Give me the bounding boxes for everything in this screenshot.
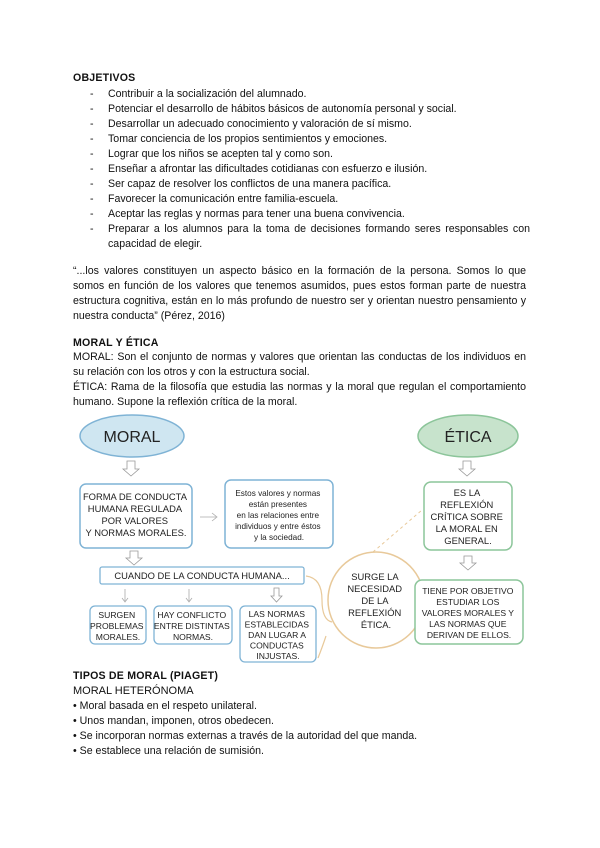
list-item: - Tomar conciencia de los propios sentimientos y emociones. <box>90 133 388 145</box>
list-item: - Preparar a los alumnos para la toma de decisiones formando seres responsables con capacidad de elegir. <box>90 223 530 250</box>
list-item: - Favorecer la comunicación entre familia-escuela. <box>90 193 339 205</box>
arrow-right-icon <box>200 513 217 521</box>
arrow-down-icon <box>460 556 476 570</box>
moral-label: MORAL <box>103 429 161 446</box>
objetivos-list <box>90 87 530 252</box>
list-item: - Contribuir a la socialización del alumnado. <box>90 88 307 100</box>
normas-text: LAS NORMAS ESTABLECIDAS DAN LUGAR A CONDUCTAS INJUSTAS. <box>244 609 309 661</box>
objetivo-text: TIENE POR OBJETIVO ESTUDIAR LOS VALORES MORALES Y LAS NORMAS QUE DERIVAN DE ELLOS. <box>421 586 514 640</box>
quote-paragraph: “...los valores constituyen un aspecto básico en la formación de la persona. Somos lo que somos en función de los valores que tenemos asumidos, pues estos forman parte de nuestra estructura cognitiva, están en lo más profundo de nuestro ser y orientan nuestro pensamiento y nuestra conducta” (Pérez, 2016) <box>73 265 526 322</box>
objetivos-title: OBJETIVOS <box>73 72 136 84</box>
connector-line <box>373 510 422 552</box>
valores-text: Estos valores y normas están presentes en las relaciones entre individuos y entre éstos y la sociedad. <box>235 489 321 542</box>
moral-definition: MORAL: Son el conjunto de normas y valores que orientan las conductas de los individuos en su relación con los otros y con la estructura social. <box>73 351 526 378</box>
surgen-text: SURGEN PROBLEMAS MORALES. <box>90 610 144 642</box>
forma-conducta-text: FORMA DE CONDUCTA HUMANA REGULADA POR VALORES Y NORMAS MORALES. <box>82 491 187 538</box>
list-item: - Ser capaz de resolver los conflictos de una manera pacífica. <box>90 178 392 190</box>
surge-text: SURGE LA NECESIDAD DE LA REFLEXIÓN ÉTICA. <box>347 571 403 630</box>
arrow-down-icon <box>122 589 128 602</box>
list-item: - Lograr que los niños se acepten tal y como son. <box>90 148 333 160</box>
conflicto-text: HAY CONFLICTO ENTRE DISTINTAS NORMAS. <box>153 610 230 642</box>
arrow-down-icon <box>126 551 142 565</box>
list-item: • Unos mandan, imponen, otros obedecen. <box>73 715 274 727</box>
list-item: • Se establece una relación de sumisión. <box>73 745 264 757</box>
reflexion-text: ES LA REFLEXIÓN CRÍTICA SOBRE LA MORAL EN GENERAL. <box>430 487 503 546</box>
etica-label: ÉTICA <box>444 429 492 446</box>
connector-line <box>318 636 326 658</box>
etica-definition: ÉTICA: Rama de la filosofía que estudia las normas y la moral que regulan el comportamiento humano. Supone la reflexión crítica de la moral. <box>73 381 526 408</box>
arrow-down-icon <box>123 461 139 476</box>
arrow-down-icon <box>186 589 192 602</box>
list-item: - Potenciar el desarrollo de hábitos básicos de autonomía personal y social. <box>90 103 457 115</box>
tipos-title: TIPOS DE MORAL (PIAGET) <box>73 670 219 682</box>
list-item: • Moral basada en el respeto unilateral. <box>73 700 257 712</box>
list-item: - Enseñar a afrontar las dificultades cotidianas con esfuerzo e ilusión. <box>90 163 428 175</box>
list-item: - Aceptar las reglas y normas para tener una buena convivencia. <box>90 208 405 220</box>
arrow-down-icon <box>459 461 475 476</box>
list-item: - Desarrollar un adecuado conocimiento y valoración de sí mismo. <box>90 118 412 130</box>
arrow-down-icon <box>271 588 282 602</box>
tipos-subtitle: MORAL HETERÓNOMA <box>73 685 194 697</box>
moral-etica-title: MORAL Y ÉTICA <box>73 337 159 349</box>
moral-etica-diagram <box>70 408 530 664</box>
cuando-text: CUANDO DE LA CONDUCTA HUMANA... <box>114 570 290 581</box>
list-item: • Se incorporan normas externas a través de la autoridad del que manda. <box>73 730 418 742</box>
